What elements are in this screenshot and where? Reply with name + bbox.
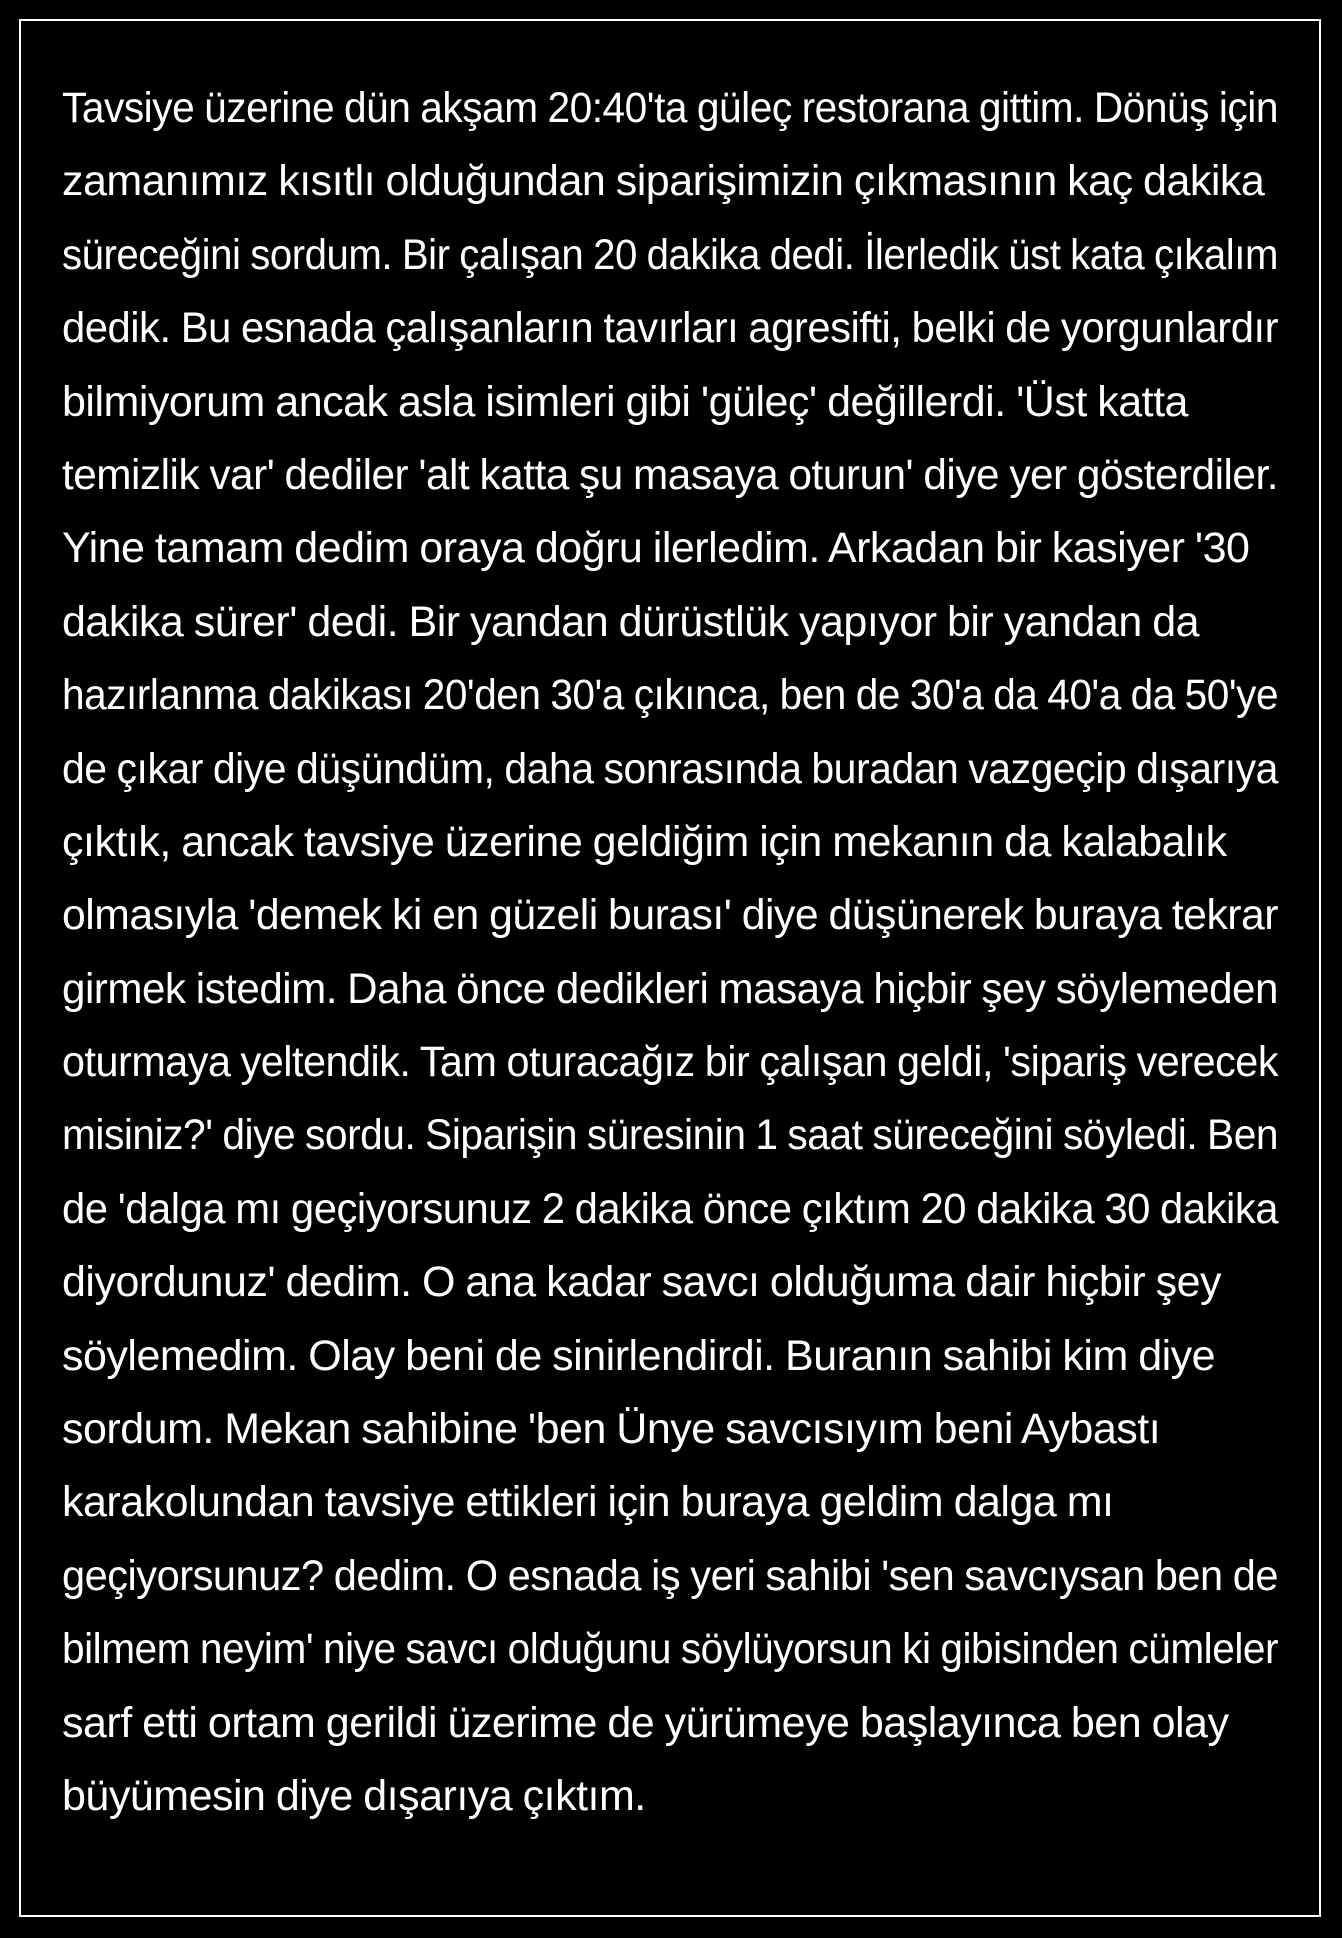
- text-line: dedik. Bu esnada çalışanların tavırları agresifti, belki de yorgunlardır: [62, 304, 1279, 353]
- text-line: büyümesin diye dışarıya çıktım.: [62, 1771, 646, 1820]
- statement-text: [62, 72, 1312, 1833]
- text-line: de 'dalga mı geçiyorsunuz 2 dakika önce çıktım 20 dakika 30 dakika: [62, 1184, 1279, 1233]
- text-line: söylemedim. Olay beni de sinirlendirdi. Buranın sahibi kim diye: [62, 1331, 1216, 1380]
- text-line: girmek istedim. Daha önce dedikleri masaya hiçbir şey söylemeden: [62, 964, 1278, 1013]
- text-line: zamanımız kısıtlı olduğundan siparişimizin çıkmasının kaç dakika: [62, 157, 1265, 206]
- text-line: bilmem neyim' niye savcı olduğunu söylüyorsun ki gibisinden cümleler: [62, 1625, 1279, 1674]
- text-line: sordum. Mekan sahibine 'ben Ünye savcısıyım beni Aybastı: [62, 1405, 1161, 1454]
- text-line: dakika sürer' dedi. Bir yandan dürüstlük yapıyor bir yandan da: [62, 597, 1200, 646]
- text-line: oturmaya yeltendik. Tam oturacağız bir çalışan geldi, 'sipariş verecek: [62, 1038, 1279, 1087]
- text-line: Yine tamam dedim oraya doğru ilerledim. Arkadan bir kasiyer '30: [62, 524, 1250, 573]
- text-line: temizlik var' dediler 'alt katta şu masaya oturun' diye yer gösterdiler.: [62, 450, 1278, 499]
- text-line: hazırlanma dakikası 20'den 30'a çıkınca, ben de 30'a da 40'a da 50'ye: [62, 671, 1279, 720]
- text-line: süreceğini sordum. Bir çalışan 20 dakika dedi. İlerledik üst kata çıkalım: [62, 230, 1278, 279]
- text-line: karakolundan tavsiye ettikleri için buraya geldim dalga mı: [62, 1478, 1114, 1527]
- text-line: diyordunuz' dedim. O ana kadar savcı olduğuma dair hiçbir şey: [62, 1258, 1221, 1307]
- text-line: olmasıyla 'demek ki en güzeli burası' diye düşünerek buraya tekrar: [62, 891, 1279, 940]
- text-line: Tavsiye üzerine dün akşam 20:40'ta güleç restorana gittim. Dönüş için: [62, 84, 1278, 132]
- text-line: sarf etti ortam gerildi üzerime de yürümeye başlayınca ben olay: [62, 1698, 1229, 1747]
- text-line: çıktık, ancak tavsiye üzerine geldiğim için mekanın da kalabalık: [62, 817, 1227, 866]
- text-line: misiniz?' diye sordu. Siparişin süresinin 1 saat süreceğini söyledi. Ben: [62, 1111, 1279, 1160]
- text-line: geçiyorsunuz? dedim. O esnada iş yeri sahibi 'sen savcıysan ben de: [62, 1551, 1279, 1600]
- text-line: de çıkar diye düşündüm, daha sonrasında buradan vazgeçip dışarıya: [62, 744, 1278, 793]
- text-line: bilmiyorum ancak asla isimleri gibi 'güleç' değillerdi. 'Üst katta: [62, 377, 1188, 426]
